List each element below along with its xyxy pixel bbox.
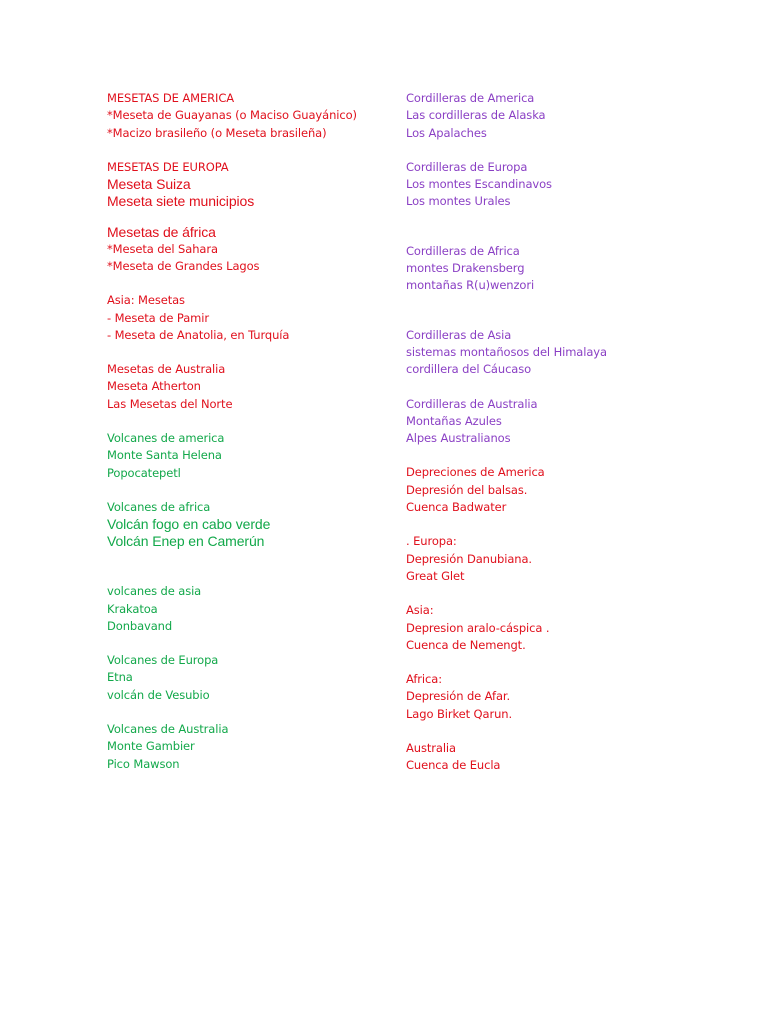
block-heading: Volcanes de africa [107,499,211,514]
text-block [107,652,397,704]
block-heading: Mesetas de áfrica [107,224,216,241]
block-heading: Cordilleras de Europa [406,159,528,174]
block-line: Volcán Enep en Camerún [107,532,265,549]
block-heading: Cordilleras de Australia [406,396,538,411]
block-line: Lago Birket Qarun. [406,706,513,721]
block-line: Meseta siete municipios [107,192,255,209]
block-line: montañas R(u)wenzori [406,278,535,293]
text-block [406,602,746,654]
block-line: Los Apalaches [406,125,487,140]
text-block [107,292,397,344]
block-heading: Volcanes de america [107,431,225,446]
block-line: *Meseta de Guayanas (o Maciso Guayánico) [107,108,357,123]
block-heading: Africa: [406,672,442,687]
block-line: Volcán fogo en cabo verde [107,516,271,533]
block-heading: Cordilleras de Africa [406,243,520,258]
text-block [107,159,397,209]
block-line: - Meseta de Pamir [107,310,210,325]
text-block [406,243,746,295]
text-block [107,224,397,275]
text-block [107,361,397,413]
block-line: Pico Mawson [107,756,180,771]
text-block [406,464,746,516]
text-block [107,90,397,142]
text-block [406,396,746,448]
block-line: Popocatepetl [107,465,181,480]
block-heading: MESETAS DE AMERICA [107,91,235,105]
text-block [107,499,397,549]
text-block [406,533,746,585]
text-block [107,721,397,773]
block-line: - Meseta de Anatolia, en Turquía [107,327,290,342]
block-heading: Depreciones de America [406,465,545,480]
block-line: Montañas Azules [406,413,502,428]
block-line: Monte Gambier [107,739,195,754]
text-block [406,90,746,142]
text-block [406,671,746,723]
block-line: Cuenca de Nemengt. [406,637,526,652]
block-line: Monte Santa Helena [107,448,222,463]
block-line: cordillera del Cáucaso [406,362,532,377]
left-column [107,90,397,773]
block-line: *Macizo brasileño (o Meseta brasileña) [107,125,327,140]
block-heading: Volcanes de Australia [107,722,229,737]
block-line: Los montes Escandinavos [406,177,552,192]
text-block [406,740,746,775]
block-line: Depresion aralo-cáspica . [406,620,550,635]
block-line: *Meseta de Grandes Lagos [107,258,260,273]
block-line: volcán de Vesubio [107,687,210,702]
block-line: Alpes Australianos [406,431,511,446]
block-heading: Mesetas de Australia [107,362,226,377]
block-heading: volcanes de asia [107,584,202,599]
block-heading: Cordilleras de America [406,91,535,105]
block-heading: Asia: [406,603,434,618]
text-block [406,159,746,211]
block-line: Great Glet [406,568,465,583]
block-heading: Cordilleras de Asia [406,327,512,342]
block-line: *Meseta del Sahara [107,241,218,256]
block-line: Depresión de Afar. [406,689,511,704]
block-line: Cuenca Badwater [406,500,507,515]
block-heading: MESETAS DE EUROPA [107,159,229,174]
text-block [107,430,397,482]
block-line: Krakatoa [107,601,158,616]
block-line: Meseta Suiza [107,176,191,193]
right-column [406,90,746,775]
block-line: Meseta Atherton [107,379,201,394]
block-heading: Volcanes de Europa [107,653,219,668]
block-line: sistemas montañosos del Himalaya [406,344,607,359]
block-line: Depresión del balsas. [406,482,528,497]
block-line: Los montes Urales [406,194,511,209]
text-block [406,327,746,379]
block-heading: Asia: Mesetas [107,293,185,308]
block-line: Etna [107,670,133,685]
block-line: Donbavand [107,618,173,633]
block-line: Las cordilleras de Alaska [406,108,546,123]
block-line: Depresión Danubiana. [406,551,532,566]
text-block [107,583,397,635]
block-line: Las Mesetas del Norte [107,396,233,411]
block-heading: Australia [406,741,456,756]
block-heading: . Europa: [406,534,457,549]
block-line: Cuenca de Eucla [406,758,501,773]
block-line: montes Drakensberg [406,261,525,276]
